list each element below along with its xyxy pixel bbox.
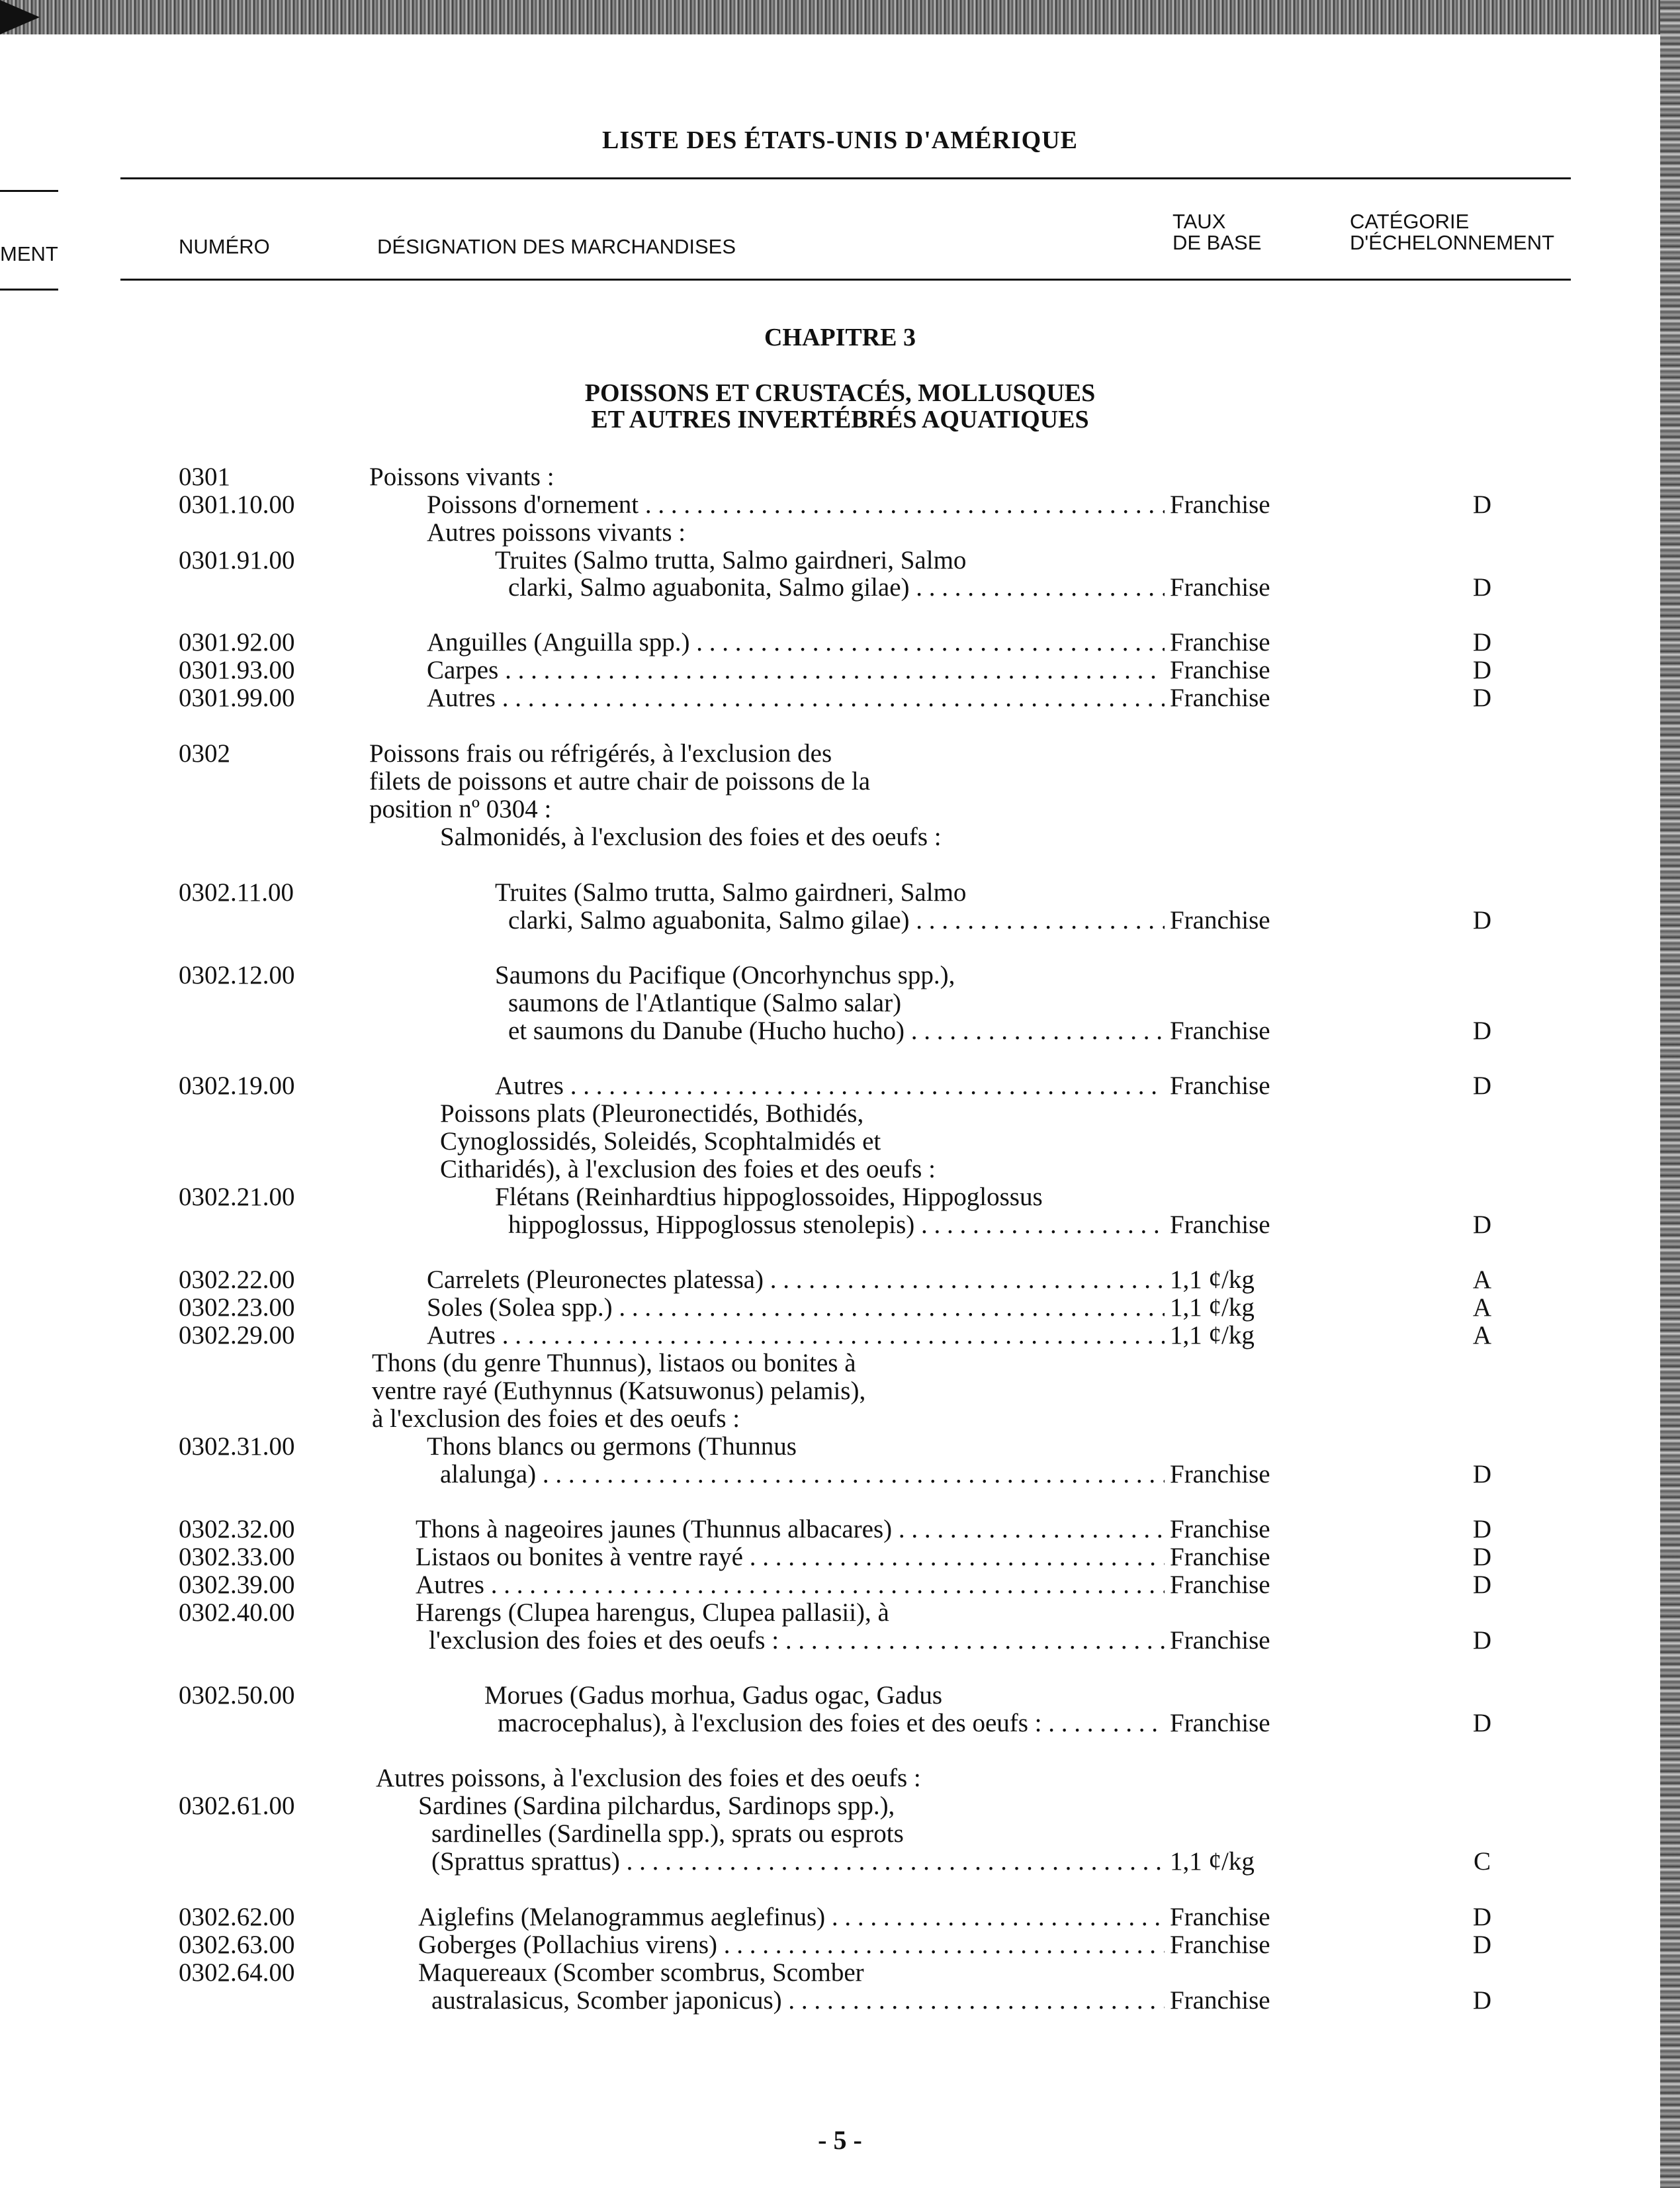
staging-category: D — [1472, 490, 1492, 519]
base-rate: Franchise — [1170, 656, 1270, 684]
tariff-code: 0302.31.00 — [179, 1432, 295, 1461]
staging-category: D — [1472, 1903, 1492, 1931]
goods-description: Sardines (Sardina pilchardus, Sardinops spp.), — [418, 1792, 895, 1820]
goods-description: Poissons vivants : — [369, 463, 554, 491]
tariff-code: 0302.39.00 — [179, 1571, 295, 1599]
tariff-code: 0302.50.00 — [179, 1681, 295, 1709]
staging-category: D — [1472, 1210, 1492, 1239]
goods-description: macrocephalus), à l'exclusion des foies et des oeufs : . . . — [498, 1709, 1165, 1737]
goods-description: Harengs (Clupea harengus, Clupea pallasii), à — [416, 1599, 889, 1627]
goods-description: l'exclusion des foies et des oeufs : . . . — [429, 1627, 1165, 1655]
goods-description: Poissons frais ou réfrigérés, à l'exclusion des — [369, 740, 832, 768]
tariff-code: 0301 — [179, 463, 230, 491]
base-rate: Franchise — [1170, 1515, 1270, 1543]
goods-description: à l'exclusion des foies et des oeufs : — [372, 1405, 740, 1433]
tariff-code: 0302.62.00 — [179, 1903, 295, 1931]
staging-category: D — [1472, 1931, 1492, 1959]
base-rate: Franchise — [1170, 1626, 1270, 1655]
tariff-code: 0302.22.00 — [179, 1265, 295, 1294]
column-header-categorie-line2: D'ÉCHELONNEMENT — [1350, 231, 1555, 254]
tariff-code: 0302.61.00 — [179, 1792, 295, 1820]
goods-description: Autres poissons, à l'exclusion des foies et des oeufs : — [376, 1764, 921, 1792]
goods-description: Truites (Salmo trutta, Salmo gairdneri, Salmo — [495, 547, 967, 574]
base-rate: 1,1 ¢/kg — [1170, 1321, 1255, 1349]
column-header-categorie-line1: CATÉGORIE — [1350, 210, 1470, 233]
base-rate: Franchise — [1170, 1571, 1270, 1599]
base-rate: 1,1 ¢/kg — [1170, 1293, 1255, 1322]
goods-description: Flétans (Reinhardtius hippoglossoides, Hippoglossus — [495, 1183, 1043, 1211]
goods-description: et saumons du Danube (Hucho hucho) . . . — [508, 1017, 1165, 1045]
base-rate: Franchise — [1170, 1017, 1270, 1045]
staging-category: D — [1472, 1543, 1492, 1571]
goods-description: Maquereaux (Scomber scombrus, Scomber — [418, 1959, 864, 1987]
goods-description: saumons de l'Atlantique (Salmo salar) — [508, 989, 902, 1017]
goods-description: Cynoglossidés, Soleidés, Scophtalmidés et — [440, 1128, 881, 1156]
staging-category: D — [1472, 1515, 1492, 1543]
staging-category: D — [1472, 1460, 1492, 1488]
goods-description: Autres . . . — [416, 1571, 1165, 1599]
tariff-code: 0302.23.00 — [179, 1293, 295, 1322]
base-rate: 1,1 ¢/kg — [1170, 1265, 1255, 1294]
goods-description: clarki, Salmo aguabonita, Salmo gilae) . . . — [508, 907, 1165, 934]
goods-description: Thons blancs ou germons (Thunnus — [427, 1433, 797, 1461]
goods-description: filets de poissons et autre chair de poissons de la — [369, 768, 871, 796]
base-rate: Franchise — [1170, 906, 1270, 934]
staging-category: D — [1472, 1709, 1492, 1737]
base-rate: 1,1 ¢/kg — [1170, 1847, 1255, 1876]
cut-column-label: MENT — [0, 242, 58, 265]
goods-description: Salmonidés, à l'exclusion des foies et des oeufs : — [440, 823, 942, 851]
staging-category: D — [1472, 1626, 1492, 1655]
goods-description: Autres . . . — [495, 1072, 1165, 1100]
chapter-title-line1: POISSONS ET CRUSTACÉS, MOLLUSQUES — [584, 379, 1096, 407]
goods-description: clarki, Salmo aguabonita, Salmo gilae) . . . — [508, 574, 1165, 602]
goods-description: position nº 0304 : — [369, 796, 552, 823]
tariff-code: 0302.12.00 — [179, 961, 295, 989]
base-rate: Franchise — [1170, 1210, 1270, 1239]
goods-description: Goberges (Pollachius virens) . . . — [418, 1931, 1165, 1959]
staging-category: D — [1472, 656, 1492, 684]
goods-description: (Sprattus sprattus) . . . — [431, 1848, 1165, 1876]
goods-description: Autres poissons vivants : — [427, 519, 686, 547]
tariff-code: 0302.40.00 — [179, 1598, 295, 1627]
staging-category: D — [1472, 573, 1492, 602]
goods-description: australasicus, Scomber japonicus) . . . — [431, 1987, 1165, 2015]
goods-description: sardinelles (Sardinella spp.), sprats ou esprots — [431, 1820, 904, 1848]
base-rate: Franchise — [1170, 1709, 1270, 1737]
staging-category: D — [1472, 1017, 1492, 1045]
staging-category: D — [1472, 1071, 1492, 1100]
goods-description: Citharidés), à l'exclusion des foies et des oeufs : — [440, 1156, 936, 1183]
goods-description: Carpes . . . — [427, 657, 1165, 684]
base-rate: Franchise — [1170, 1071, 1270, 1100]
base-rate: Franchise — [1170, 1543, 1270, 1571]
column-header-taux-line2: DE BASE — [1172, 231, 1262, 254]
goods-description: ventre rayé (Euthynnus (Katsuwonus) pelamis), — [372, 1377, 866, 1405]
goods-description: Saumons du Pacifique (Oncorhynchus spp.), — [495, 962, 955, 989]
goods-description: Truites (Salmo trutta, Salmo gairdneri, Salmo — [495, 879, 967, 907]
goods-description: Carrelets (Pleuronectes platessa) . . . — [427, 1266, 1165, 1294]
base-rate: Franchise — [1170, 1460, 1270, 1488]
tariff-code: 0302.19.00 — [179, 1071, 295, 1100]
goods-description: Poissons d'ornement . . . — [427, 491, 1165, 519]
tariff-code: 0302 — [179, 739, 230, 768]
tariff-code: 0302.21.00 — [179, 1183, 295, 1211]
goods-description: Anguilles (Anguilla spp.) . . . — [427, 629, 1165, 657]
column-header-numero: NUMÉRO — [179, 235, 270, 258]
tariff-code: 0301.99.00 — [179, 684, 295, 712]
chapter-label: CHAPITRE 3 — [764, 324, 916, 351]
tariff-code: 0302.32.00 — [179, 1515, 295, 1543]
staging-category: D — [1472, 906, 1492, 934]
staging-category: A — [1472, 1265, 1492, 1294]
goods-description: Autres . . . — [427, 684, 1165, 712]
base-rate: Franchise — [1170, 490, 1270, 519]
base-rate: Franchise — [1170, 684, 1270, 712]
staging-category: C — [1473, 1847, 1491, 1876]
goods-description: Poissons plats (Pleuronectidés, Bothidés, — [440, 1100, 864, 1128]
tariff-code: 0302.63.00 — [179, 1931, 295, 1959]
goods-description: Aiglefins (Melanogrammus aeglefinus) . . . — [418, 1903, 1165, 1931]
tariff-code: 0301.93.00 — [179, 656, 295, 684]
staging-category: D — [1472, 628, 1492, 657]
base-rate: Franchise — [1170, 573, 1270, 602]
goods-description: alalunga) . . . — [440, 1461, 1165, 1488]
tariff-code: 0302.64.00 — [179, 1958, 295, 1987]
staging-category: A — [1472, 1293, 1492, 1322]
goods-description: Autres . . . — [427, 1322, 1165, 1349]
tariff-code: 0302.29.00 — [179, 1321, 295, 1349]
page-number: - 5 - — [818, 2125, 862, 2155]
goods-description: Listaos ou bonites à ventre rayé . . . — [416, 1543, 1165, 1571]
column-header-taux-line1: TAUX — [1172, 210, 1226, 233]
base-rate: Franchise — [1170, 1903, 1270, 1931]
tariff-code: 0301.91.00 — [179, 546, 295, 574]
goods-description: Morues (Gadus morhua, Gadus ogac, Gadus — [484, 1682, 943, 1709]
page-title: LISTE DES ÉTATS-UNIS D'AMÉRIQUE — [601, 126, 1079, 154]
goods-description: Thons à nageoires jaunes (Thunnus albacares) . . . — [416, 1516, 1165, 1543]
goods-description: hippoglossus, Hippoglossus stenolepis) . . . — [508, 1211, 1165, 1239]
goods-description: Soles (Solea spp.) . . . — [427, 1294, 1165, 1322]
tariff-code: 0301.92.00 — [179, 628, 295, 657]
base-rate: Franchise — [1170, 1931, 1270, 1959]
base-rate: Franchise — [1170, 1986, 1270, 2015]
tariff-code: 0301.10.00 — [179, 490, 295, 519]
staging-category: A — [1472, 1321, 1492, 1349]
tariff-code: 0302.11.00 — [179, 878, 294, 907]
staging-category: D — [1472, 684, 1492, 712]
chapter-title-line2: ET AUTRES INVERTÉBRÉS AQUATIQUES — [591, 406, 1089, 433]
tariff-code: 0302.33.00 — [179, 1543, 295, 1571]
staging-category: D — [1472, 1571, 1492, 1599]
column-header-designation: DÉSIGNATION DES MARCHANDISES — [377, 235, 736, 258]
staging-category: D — [1472, 1986, 1492, 2015]
base-rate: Franchise — [1170, 628, 1270, 657]
goods-description: Thons (du genre Thunnus), listaos ou bonites à — [372, 1349, 856, 1377]
